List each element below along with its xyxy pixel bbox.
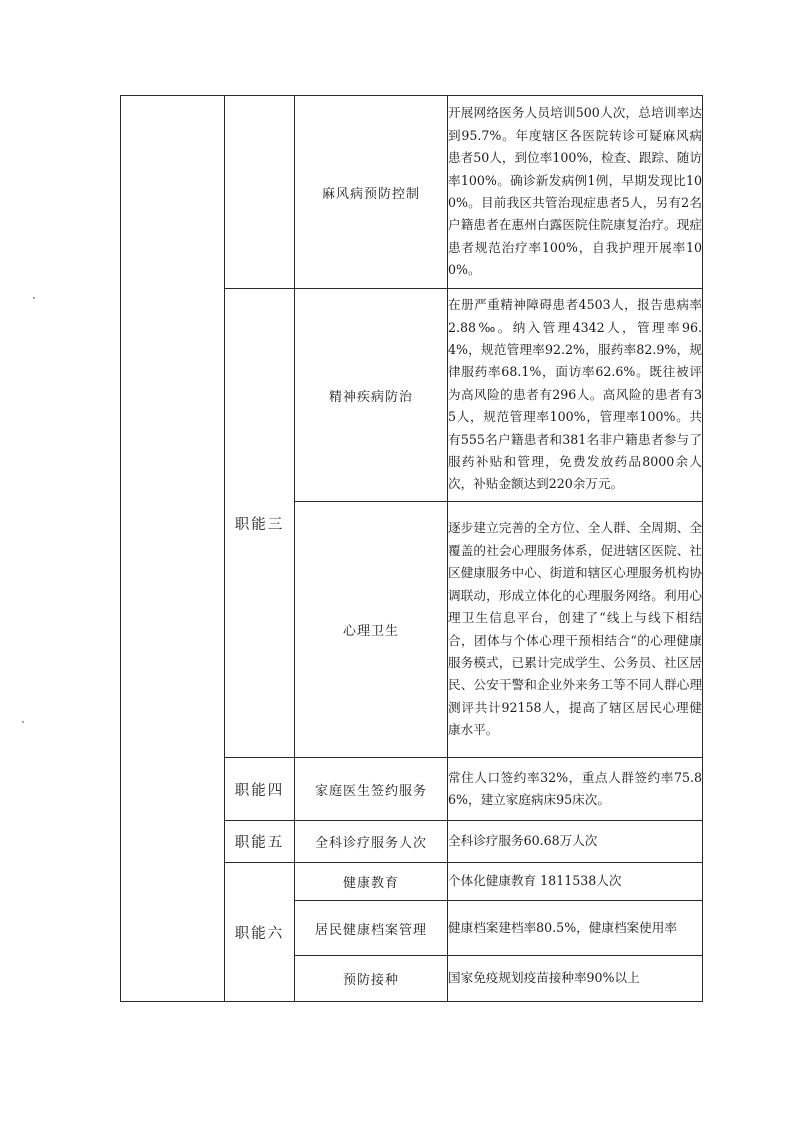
content-cell: 健康档案建档率80.5%，健康档案使用率 <box>448 901 703 956</box>
scan-speck <box>33 297 35 299</box>
function-label: 职能四 <box>225 758 295 821</box>
content-cell: 常住人口签约率32%，重点人群签约率75.86%，建立家庭病床95床次。 <box>448 758 703 821</box>
item-cell: 预防接种 <box>295 956 448 1002</box>
content-cell: 在册严重精神障碍患者4503人，报告患病率2.88‰。纳入管理4342人，管理率96.4%，规范管理率92.2%，服药率82.9%，规律服药率68.1%，面访率62.6%。既往被评为高风险的患者有296人。高风险的患者有35人，规范管理率100%，管理率100%。共有555名户籍患者和381名非户籍患者参与了服药补贴和管理，免费发放药品8000余人次，补贴金额达到220余万元。 <box>448 289 703 502</box>
item-cell: 家庭医生签约服务 <box>295 758 448 821</box>
item-cell: 心理卫生 <box>295 502 448 758</box>
function-label: 职能五 <box>225 821 295 863</box>
content-cell: 全科诊疗服务60.68万人次 <box>448 821 703 863</box>
content-cell: 国家免疫规划疫苗接种率90%以上 <box>448 956 703 1002</box>
function-label: 职能三 <box>225 289 295 758</box>
function-cell-blank <box>225 96 295 289</box>
outer-blank-cell <box>121 96 225 1002</box>
function-label: 职能六 <box>225 863 295 1002</box>
performance-table <box>120 95 703 1002</box>
item-cell: 健康教育 <box>295 863 448 901</box>
item-cell: 精神疾病防治 <box>295 289 448 502</box>
item-cell: 居民健康档案管理 <box>295 901 448 956</box>
content-cell: 逐步建立完善的全方位、全人群、全周期、全覆盖的社会心理服务体系，促进辖区医院、社区健康服务中心、街道和辖区心理服务机构协调联动，形成立体化的心理服务网络。利用心理卫生信息平台，创建了“线上与线下相结合，团体与个体心理干预相结合“的心理健康服务模式，已累计完成学生、公务员、社区居民、公安干警和企业外来务工等不同人群心理测评共计92158人，提高了辖区居民心理健康水平。 <box>448 502 703 758</box>
content-cell: 开展网络医务人员培训500人次，总培训率达到95.7%。年度辖区各医院转诊可疑麻风病患者50人，到位率100%，检查、跟踪、随访率100%。确诊新发病例1例，早期发现比100%。目前我区共管治现症患者5人，另有2名户籍患者在惠州白露医院住院康复治疗。现症患者规范治疗率100%，自我护理开展率100%。 <box>448 96 703 289</box>
content-cell: 个体化健康教育 1811538人次 <box>448 863 703 901</box>
scan-speck <box>22 721 24 723</box>
item-cell: 全科诊疗服务人次 <box>295 821 448 863</box>
item-cell: 麻风病预防控制 <box>295 96 448 289</box>
table-row <box>121 96 703 289</box>
